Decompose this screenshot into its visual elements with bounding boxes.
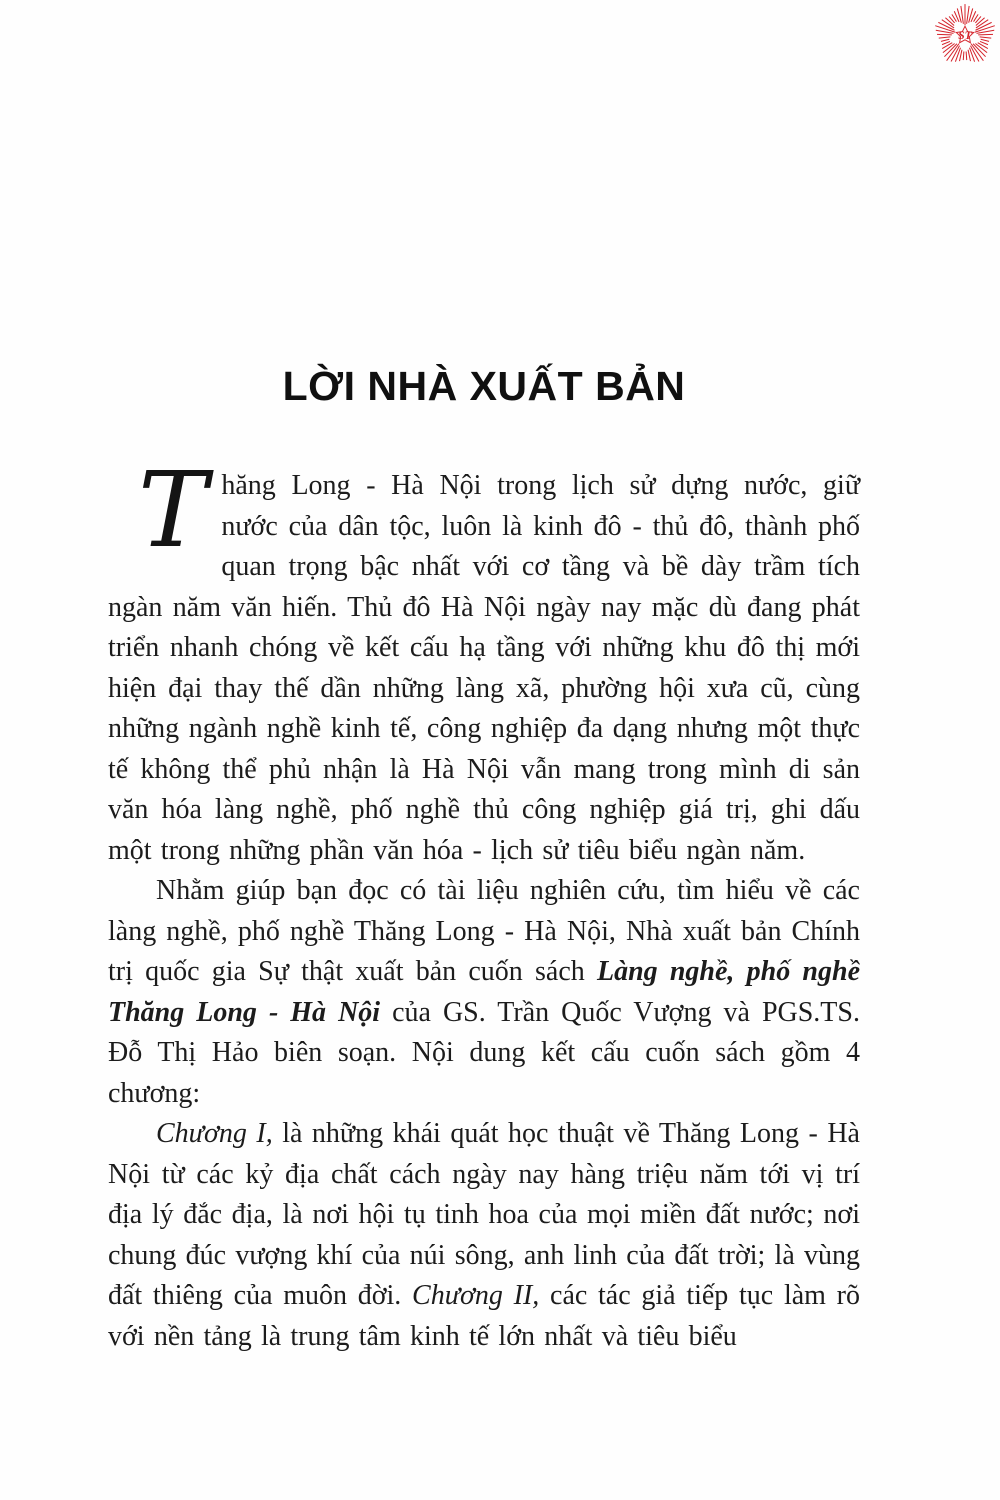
text-segment: hăng Long - Hà Nội trong lịch sử dựng nước, giữ nước của dân tộc, luôn là kinh đô - thủ đô, thành phố quan trọng bậc nhất với cơ tầng và bề dày trầm tích ngàn năm văn hiến. Thủ đô Hà Nội ngày nay mặc dù đang phát triển nhanh chóng về kết cấu hạ tầng với những khu đô thị mới hiện đại thay thế dần những làng xã, phường hội xưa cũ, cùng những ngành nghề kinh tế, công nghiệp đa dạng nhưng một thực tế không thể phủ nhận là Hà Nội vẫn mang trong mình di sản văn hóa làng nghề, phố nghề thủ công nghiệp giá trị, ghi dấu một trong những phần văn hóa - lịch sử tiêu biểu ngàn năm. xyxy=(108,470,860,866)
text-segment: Làng nghề, phố nghề Thăng Long - Hà Nội xyxy=(108,956,860,1028)
text-segment: Chương II, xyxy=(412,1280,540,1311)
drop-cap-letter: T xyxy=(138,449,208,571)
text-segment: Nhằm giúp bạn đọc có tài liệu nghiên cứu, tìm hiểu về các làng nghề, phố nghề Thăng Long - Hà Nội, Nhà xuất bản Chính trị quốc gia Sự thật xuất bản cuốn sách xyxy=(108,875,860,987)
star-burst-icon xyxy=(931,0,999,68)
page-title: LỜI NHÀ XUẤT BẢN xyxy=(282,363,686,410)
paragraph xyxy=(108,871,860,1114)
text-segment: là những khái quát học thuật về Thăng Long - Hà Nội từ các kỷ địa chất cách ngày nay hàng triệu năm tới vị trí địa lý đắc địa, là nơi hội tụ tinh hoa của mọi miền đất nước; nơi chung đúc vượng khí của núi sông, anh linh của đất trời; là vùng đất thiêng của muôn đời. xyxy=(108,1118,860,1311)
paragraph xyxy=(108,449,860,871)
paragraph xyxy=(108,1114,860,1357)
text-block xyxy=(108,449,860,1357)
text-segment: của GS. Trần Quốc Vượng và PGS.TS. Đỗ Thị Hảo biên soạn. Nội dung kết cấu cuốn sách gồm 4 chương: xyxy=(108,996,860,1109)
text-segment: các tác giả tiếp tục làm rõ với nền tảng là trung tâm kinh tế lớn nhất và tiêu biểu xyxy=(108,1280,860,1352)
text-segment: Chương I, xyxy=(156,1118,273,1149)
publisher-star-logo xyxy=(931,0,999,68)
publisher-monogram: ST xyxy=(958,29,972,43)
